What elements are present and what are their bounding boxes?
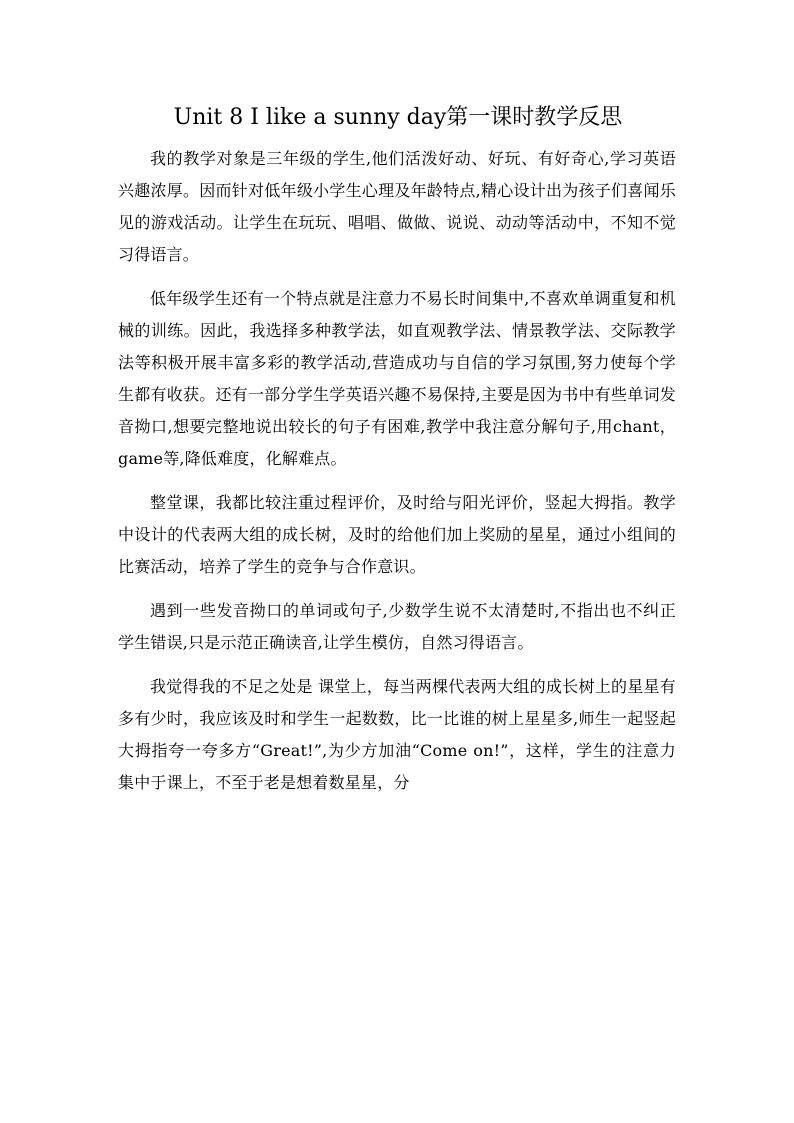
paragraph-3: 整堂课，我都比较注重过程评价，及时给与阳光评价，竖起大拇指。教学中设计的代表两大组的成长树，及时的给他们加上奖励的星星，通过小组间的比赛活动，培养了学生的竞争与合作意识。 xyxy=(118,493,676,576)
paragraph-5: 我觉得我的不足之处是 课堂上，每当两棵代表两大组的成长树上的星星有多有少时，我应该及时和学生一起数数，比一比谁的树上星星多,师生一起竖起大拇指夸一夸多方“Great!”,为少方加油“Come on!”，这样，学生的注意力集中于课上，不至于老是想着数星星，分 xyxy=(118,677,676,792)
paragraph-1: 我的教学对象是三年级的学生,他们活泼好动、好玩、有好奇心,学习英语兴趣浓厚。因而针对低年级小学生心理及年龄特点,精心设计出为孩子们喜闻乐见的游戏活动。让学生在玩玩、唱唱、做做、说说、动动等活动中，不知不觉习得语言。 xyxy=(118,149,676,264)
document-body xyxy=(118,143,676,799)
paragraph-4: 遇到一些发音拗口的单词或句子,少数学生说不太清楚时,不指出也不纠正学生错误,只是示范正确读音,让学生模仿，自然习得语言。 xyxy=(118,601,676,652)
document-title: Unit 8 I like a sunny day第一课时教学反思 xyxy=(173,105,623,130)
paragraph-2: 低年级学生还有一个特点就是注意力不易长时间集中,不喜欢单调重复和机械的训练。因此，我选择多种教学法，如直观教学法、情景教学法、交际教学法等积极开展丰富多彩的教学活动,营造成功与自信的学习氛围,努力使每个学生都有收获。还有一部分学生学英语兴趣不易保持,主要是因为书中有些单词发音拗口,想要完整地说出较长的句子有困难,教学中我注意分解句子,用chant，game等,降低难度，化解难点。 xyxy=(118,289,676,468)
